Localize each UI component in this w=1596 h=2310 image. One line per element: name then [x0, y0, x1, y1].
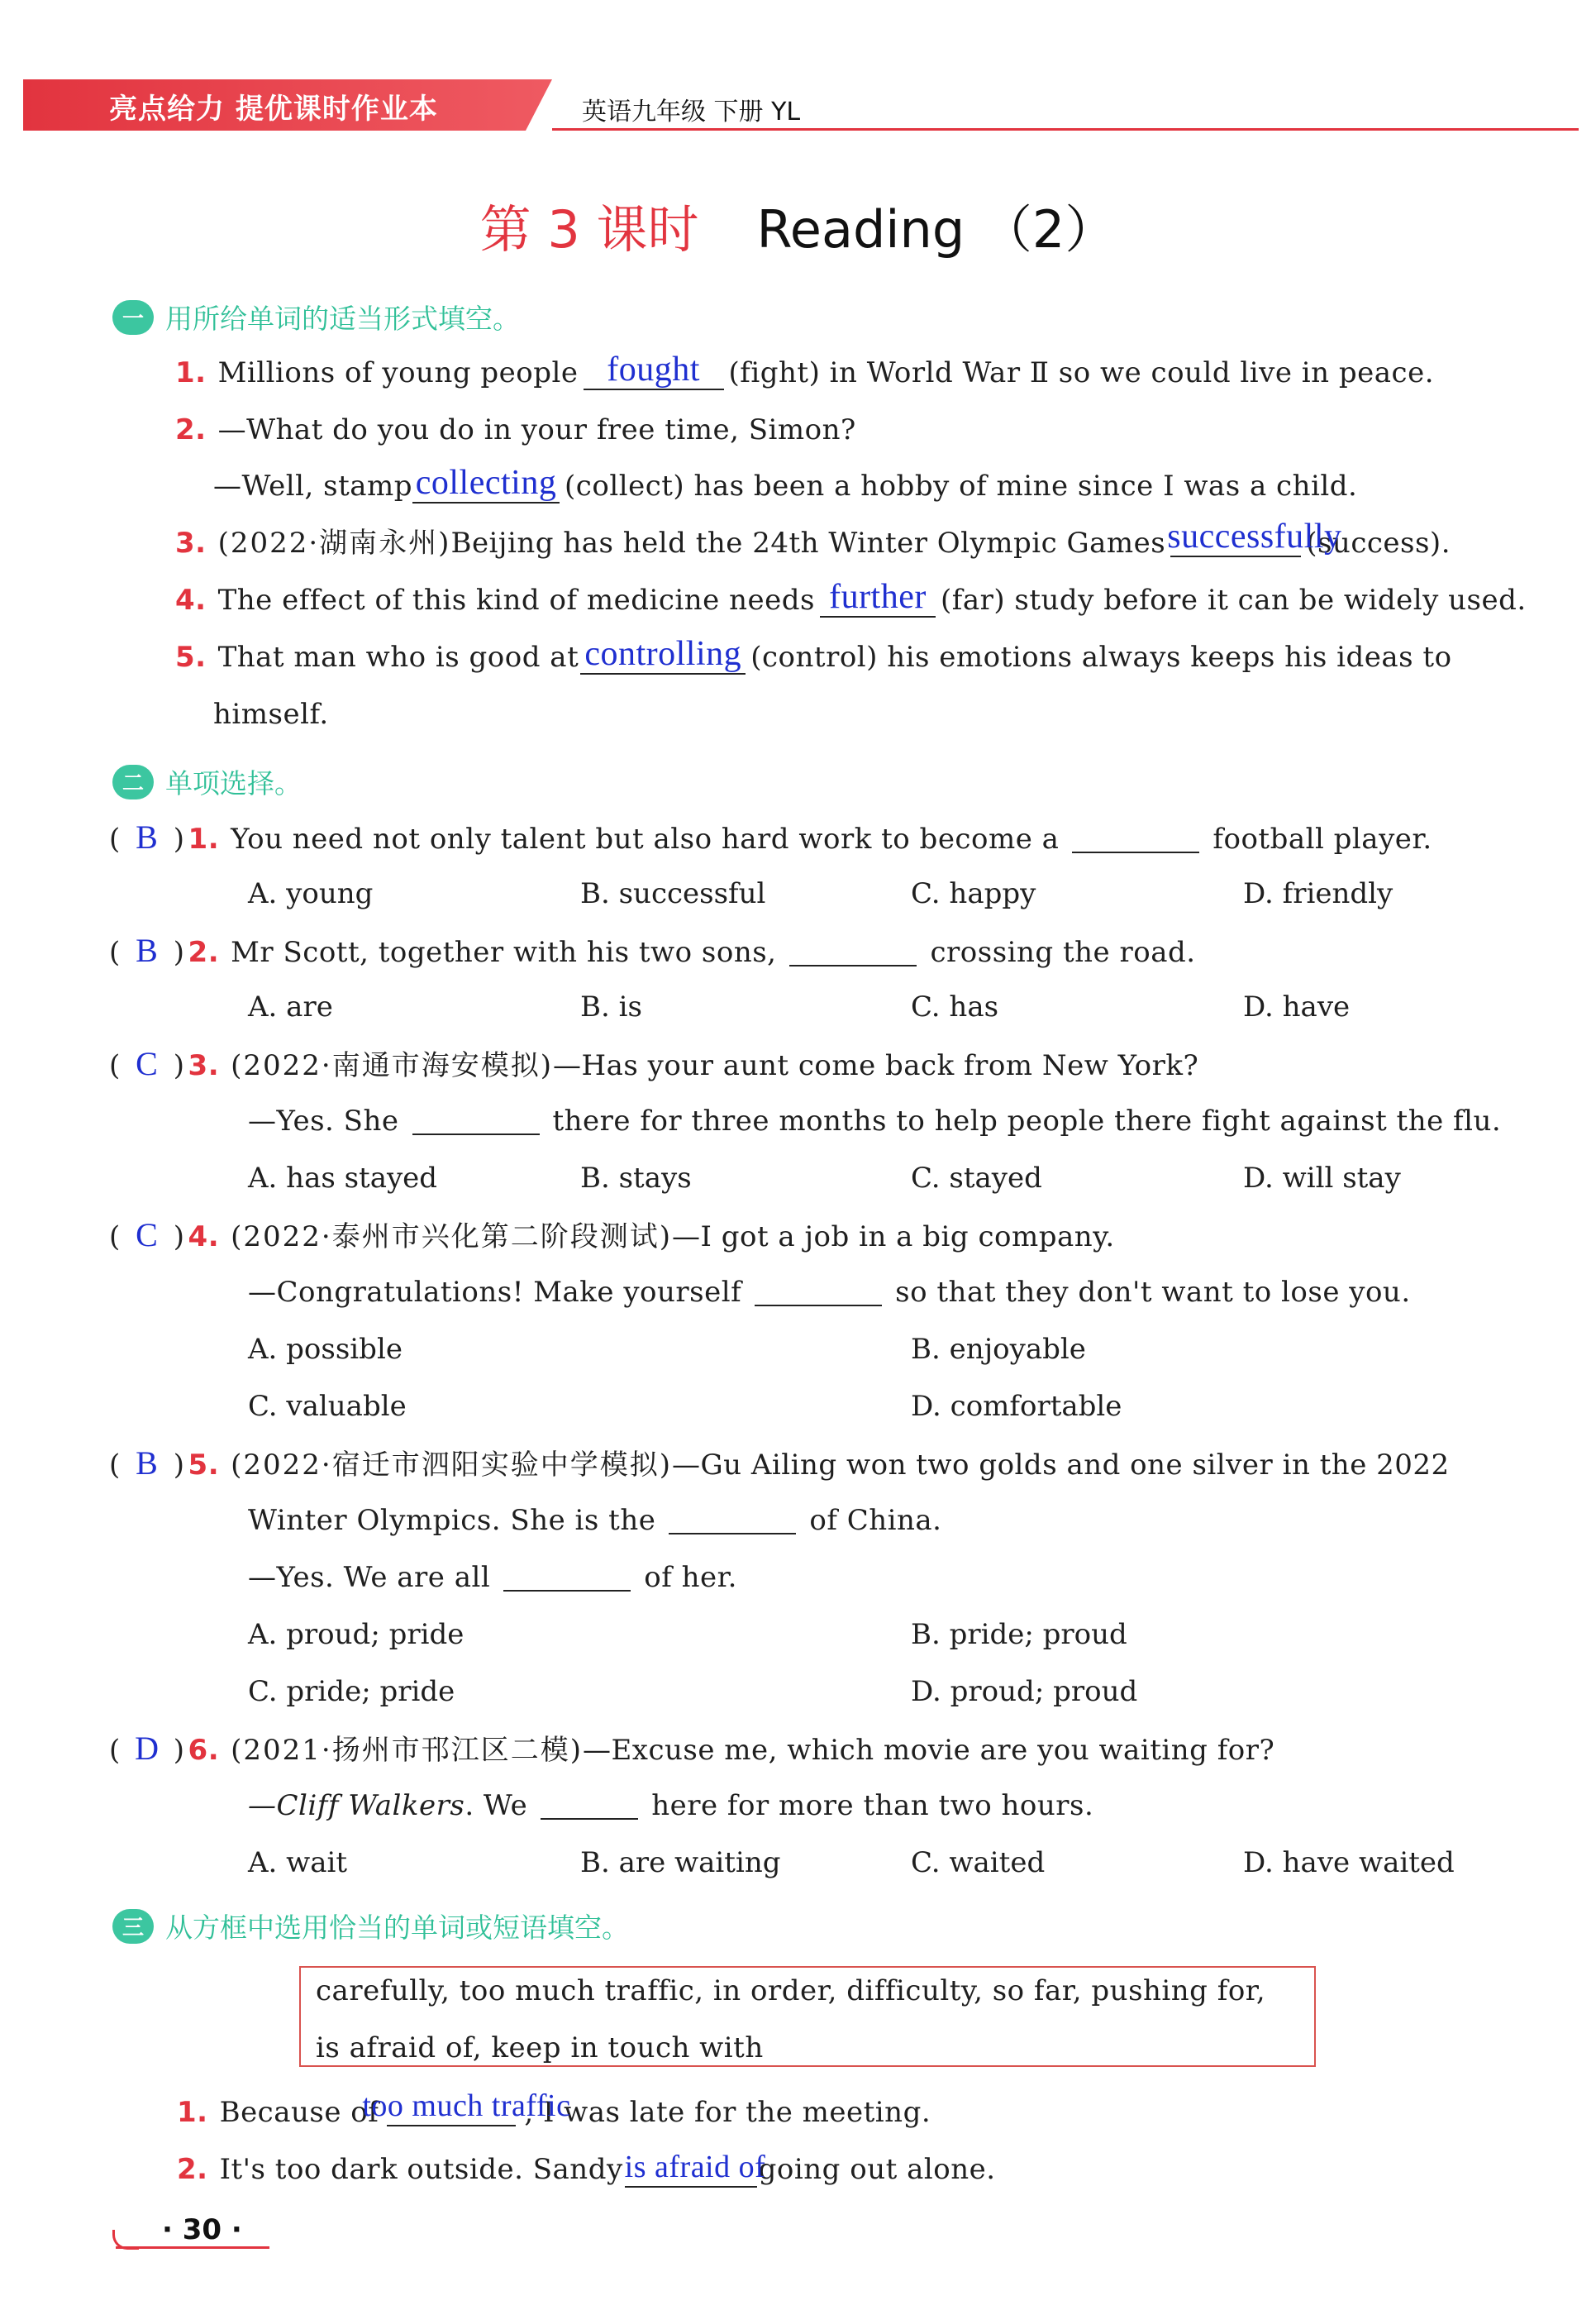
option-a: A. are — [248, 990, 333, 1024]
handwritten-answer: controlling — [584, 635, 742, 673]
option-a: A. young — [248, 877, 374, 910]
answer-choice[interactable]: D — [135, 1730, 160, 1767]
answer-blank[interactable] — [412, 464, 560, 504]
section-instruction: 从方框中选用恰当的单词或短语填空。 — [165, 1911, 629, 1944]
fill-item-5: 5. That man who is good at controlling (control) his emotions always keeps his ideas to — [175, 635, 1452, 674]
option-c: C. happy — [911, 877, 1036, 910]
fill-item-2: 2. —What do you do in your free time, Simon? — [175, 413, 856, 446]
word-bank-item-2: 2. It's too dark outside. Sandyis afraid ofgoing out alone. — [177, 2150, 996, 2186]
option-a: A. proud; pride — [248, 1618, 465, 1651]
word-bank-item-1: 1. Because of too much traffic , I was late for the meeting. — [177, 2088, 931, 2129]
header-divider — [552, 128, 1579, 131]
page-number: · 30 · — [162, 2213, 242, 2246]
option-d: D. comfortable — [911, 1390, 1122, 1423]
option-c: C. pride; pride — [248, 1675, 455, 1708]
option-d: D. have — [1243, 990, 1351, 1024]
answer-blank — [669, 1501, 796, 1534]
word-bank-line-1: carefully, too much traffic, in order, difficulty, so far, pushing for, — [316, 1974, 1266, 2007]
answer-choice[interactable]: B — [136, 819, 159, 856]
lesson-number: 第 3 课时 — [479, 199, 699, 260]
page-number-underline — [116, 2246, 269, 2249]
answer-blank[interactable] — [1167, 518, 1342, 557]
option-c: C. stayed — [911, 1162, 1042, 1195]
section-number-icon: 二 — [112, 765, 154, 799]
option-c: C. has — [911, 990, 999, 1024]
answer-blank — [412, 1102, 540, 1135]
option-a: A. has stayed — [248, 1162, 438, 1195]
option-b: B. successful — [580, 877, 766, 910]
lesson-name: Reading （2） — [756, 199, 1117, 260]
choice-question-4: ( C ) 4. (2022·泰州市兴化第二阶段测试)—I got a job in a big company. — [109, 1216, 1115, 1253]
answer-blank[interactable] — [624, 2150, 766, 2188]
choice-question-6-line2: —Cliff Walkers. We here for more than two hours. — [248, 1787, 1093, 1825]
option-b: B. pride; proud — [911, 1618, 1127, 1651]
option-a: A. possible — [248, 1333, 403, 1366]
choice-question-1: ( B ) 1. You need not only talent but also hard work to become a football player. — [109, 819, 1432, 856]
book-brand: 亮点给力 提优课时作业本 — [109, 93, 438, 126]
answer-blank[interactable] — [580, 635, 746, 675]
answer-choice[interactable]: C — [136, 1045, 159, 1082]
section-1-heading — [112, 298, 520, 336]
choice-question-5-line3: —Yes. We are all of her. — [248, 1558, 737, 1596]
handwritten-answer: further — [829, 578, 927, 616]
answer-choice[interactable]: B — [136, 932, 159, 969]
fill-item-2-line2: —Well, stampcollecting (collect) has been a hobby of mine since I was a child. — [213, 464, 1358, 503]
word-bank-line-2: is afraid of, keep in touch with — [316, 2031, 764, 2064]
fill-item-5-line2: himself. — [213, 698, 329, 731]
section-3-heading — [112, 1907, 629, 1945]
option-b: B. is — [580, 990, 642, 1024]
page-title — [0, 189, 1596, 262]
book-subject: 英语九年级 下册 YL — [582, 98, 801, 126]
answer-blank — [755, 1273, 882, 1306]
option-b: B. enjoyable — [911, 1333, 1086, 1366]
section-number-icon: 一 — [112, 300, 154, 335]
option-d: D. will stay — [1243, 1162, 1401, 1195]
handwritten-answer: too much traffic — [362, 2088, 571, 2123]
handwritten-answer: is afraid of — [624, 2150, 766, 2184]
option-a: A. wait — [248, 1846, 348, 1879]
section-2-heading — [112, 762, 302, 801]
answer-choice[interactable]: B — [136, 1444, 159, 1482]
option-c: C. waited — [911, 1846, 1046, 1879]
choice-question-3: ( C ) 3. (2022·南通市海安模拟)—Has your aunt come back from New York? — [109, 1045, 1199, 1082]
choice-question-5: ( B ) 5. (2022·宿迁市泗阳实验中学模拟)—Gu Ailing won two golds and one silver in the 2022 — [109, 1444, 1450, 1482]
option-d: D. proud; proud — [911, 1675, 1138, 1708]
choice-question-3-line2: —Yes. She there for three months to help people there fight against the flu. — [248, 1102, 1501, 1140]
fill-item-1: 1. Millions of young people fought (fight) in World War Ⅱ so we could live in peace. — [175, 351, 1434, 389]
option-c: C. valuable — [248, 1390, 407, 1423]
answer-blank — [541, 1787, 638, 1820]
choice-question-6: ( D ) 6. (2021·扬州市邗江区二模)—Excuse me, which movie are you waiting for? — [109, 1730, 1275, 1767]
choice-question-4-line2: —Congratulations! Make yourself so that they don't want to lose you. — [248, 1273, 1411, 1311]
answer-choice[interactable]: C — [136, 1216, 159, 1253]
fill-item-3: 3. (2022·湖南永州)Beijing has held the 24th Winter Olympic Games successfully (success). — [175, 518, 1451, 560]
section-number-icon: 三 — [112, 1909, 154, 1944]
choice-question-5-line2: Winter Olympics. She is the of China. — [248, 1501, 941, 1539]
answer-blank[interactable] — [820, 578, 936, 618]
answer-blank — [1072, 820, 1199, 853]
option-b: B. are waiting — [580, 1846, 781, 1879]
option-d: D. have waited — [1243, 1846, 1455, 1879]
answer-blank[interactable] — [584, 351, 724, 390]
fill-item-4: 4. The effect of this kind of medicine needs further (far) study before it can be widely used. — [175, 578, 1527, 617]
handwritten-answer: successfully — [1167, 518, 1342, 556]
option-d: D. friendly — [1243, 877, 1394, 910]
choice-question-2: ( B ) 2. Mr Scott, together with his two sons, crossing the road. — [109, 932, 1196, 969]
section-instruction: 用所给单词的适当形式填空。 — [165, 303, 520, 335]
handwritten-answer: collecting — [415, 464, 557, 502]
option-b: B. stays — [580, 1162, 692, 1195]
answer-blank[interactable] — [362, 2088, 571, 2126]
answer-blank — [789, 933, 917, 966]
section-instruction: 单项选择。 — [165, 767, 302, 799]
answer-blank — [503, 1558, 631, 1592]
handwritten-answer: fought — [607, 351, 700, 389]
